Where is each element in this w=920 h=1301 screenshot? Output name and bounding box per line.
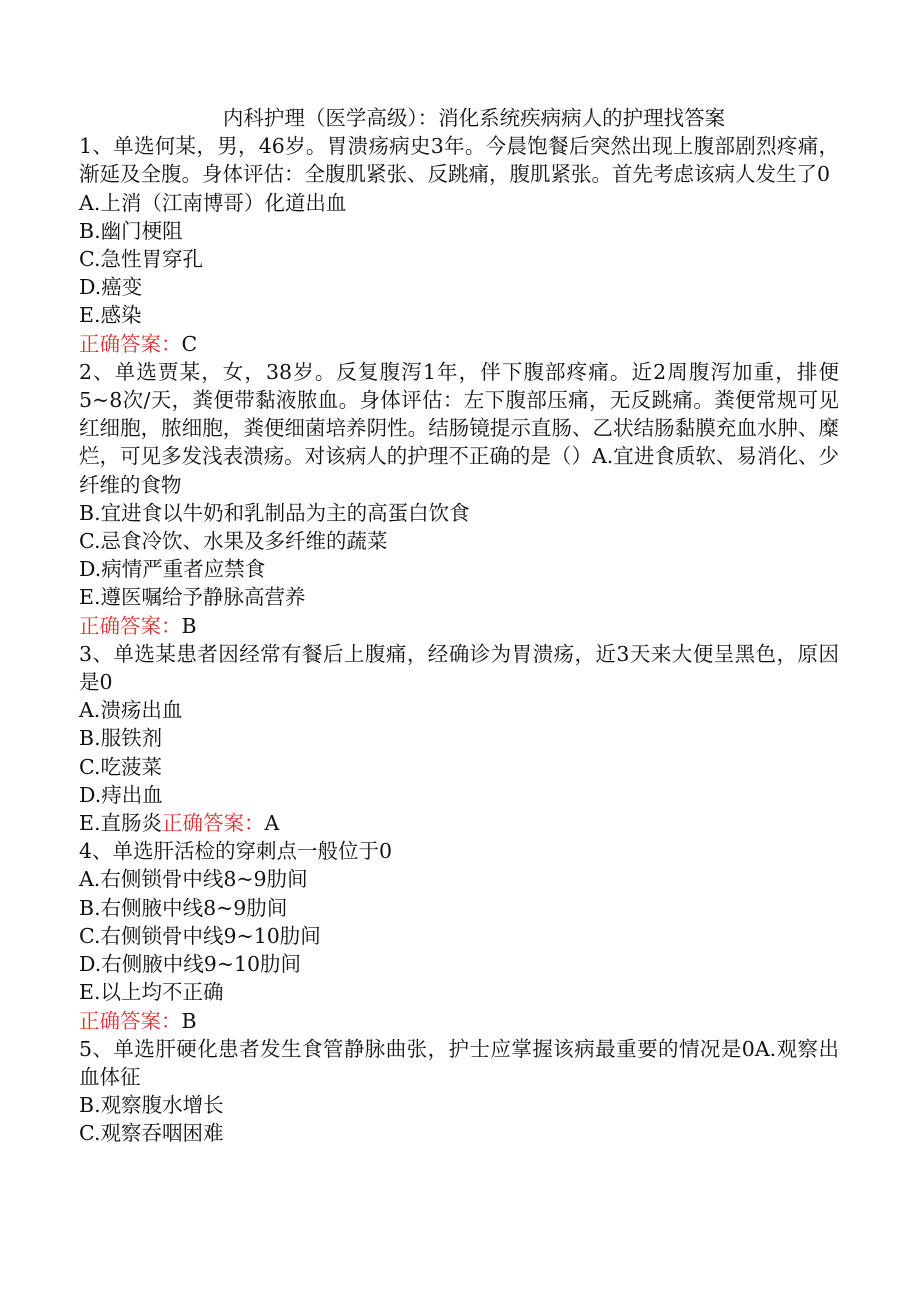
answer-label: 正确答案： [79,331,182,356]
question-2-option-b: B.宜进食以牛奶和乳制品为主的高蛋白饮食 [79,500,470,525]
question-2-option-e: E.遵医嘱给予静脉高营养 [79,585,306,610]
question-3-option-a: A.溃疡出血 [79,698,183,723]
answer-value: B [181,1008,197,1033]
question-4-stem: 4、单选肝活检的穿刺点一般位于0 [79,839,393,864]
question-1-option-d: D.癌变 [79,275,143,300]
answer-value: B [181,613,197,638]
question-2-stem: 2、单选贾某，女，38岁。反复腹泻1年，伴下腹部疼痛。近2周腹泻加重，排便5~8次/天，粪便带黏液脓血。身体评估：左下腹部压痛，无反跳痛。粪便常规可见红细胞，脓细胞，粪便细菌培养阴性。结肠镜提示直肠、乙状结肠黏膜充血水肿、糜烂，可见多发浅表溃疡。对该病人的护理不正确的是（）A.宜进食质软、易消化、少纤维的食物 [79,359,839,497]
question-4-answer [79,1007,839,1035]
answer-value: C [181,331,198,356]
question-1-stem: 1、单选何某，男，46岁。胃溃疡病史3年。今晨饱餐后突然出现上腹部剧烈疼痛，渐延及全腹。身体评估：全腹肌紧张、反跳痛，腹肌紧张。首先考虑该病人发生了0 [79,134,839,187]
answer-value: A [264,811,280,836]
answer-label: 正确答案： [79,1008,182,1033]
question-1-answer [79,330,839,358]
page-title: 内科护理（医学高级）：消化系统疾病病人的护理找答案 [222,106,726,130]
question-1-option-b: B.幽门梗阻 [79,218,183,243]
question-3-stem: 3、单选某患者因经常有餐后上腹痛，经确诊为胃溃疡，近3天来大便呈黑色，原因是0 [79,641,839,695]
question-4-option-a: A.右侧锁骨中线8~9肋间 [79,867,308,892]
question-4-option-c: C.右侧锁骨中线9~10肋间 [79,923,321,948]
document-page [79,104,839,1148]
question-3-option-b: B.服铁剂 [79,726,163,751]
question-2-option-c: C.忌食冷饮、水果及多纤维的蔬菜 [79,529,388,554]
question-2-answer [79,612,839,640]
question-2-option-d: D.病情严重者应禁食 [79,557,266,582]
question-4-option-b: B.右侧腋中线8~9肋间 [79,895,288,920]
question-3-option-c: C.吃菠菜 [79,754,162,779]
question-4-option-d: D.右侧腋中线9~10肋间 [79,952,302,977]
answer-label: 正确答案： [161,811,265,836]
answer-label: 正确答案： [79,613,182,638]
question-1-option-c: C.急性胃穿孔 [79,247,203,272]
question-4-option-e: E.以上均不正确 [79,980,224,1005]
question-1-option-e: E.感染 [79,303,142,328]
question-5-option-b: B.观察腹水增长 [79,1093,224,1118]
question-3-option-d: D.痔出血 [79,782,163,807]
question-3-option-e: E.直肠炎 [79,811,162,836]
question-1-option-a: A.上消（江南博哥）化道出血 [79,190,347,215]
question-3-option-e-with-answer [79,809,839,837]
question-5-option-c: C.观察吞咽困难 [79,1121,224,1146]
question-5-stem: 5、单选肝硬化患者发生食管静脉曲张，护士应掌握该病最重要的情况是0A.观察出血体征 [79,1036,839,1089]
